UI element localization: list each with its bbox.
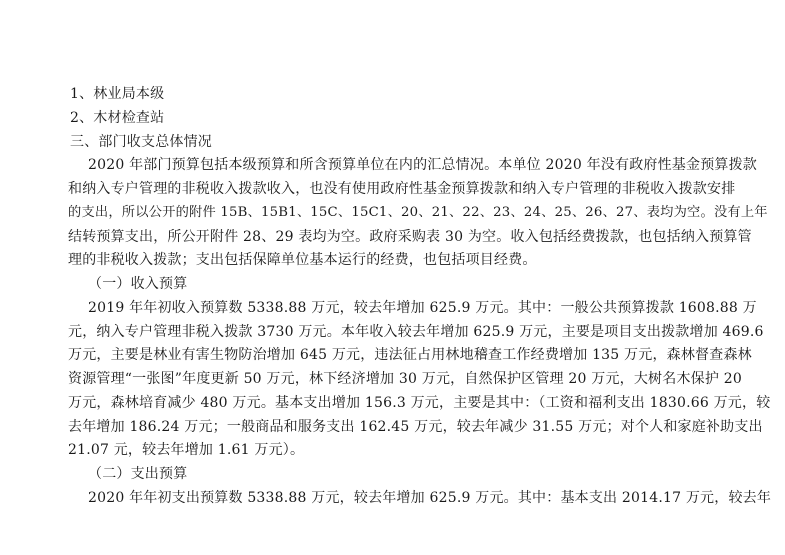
paragraph-line: 万元，主要是林业有害生物防治增加 645 万元，违法征占用林地稽查工作经费增加 135 万元，森林督查森林 <box>68 347 752 363</box>
subsection-heading-income-budget: （一）收入预算 <box>88 276 188 292</box>
paragraph-line: 理的非税收入拨款；支出包括保障单位基本运行的经费，也包括项目经费。 <box>68 252 537 268</box>
paragraph-line: 结转预算支出，所公开附件 28、29 表均为空。政府采购表 30 为空。收入包括经费拨款，也包括纳入预算管 <box>68 229 752 245</box>
paragraph-line: 2020 年部门预算包括本级预算和所含预算单位在内的汇总情况。本单位 2020 年没有政府性基金预算拨款 <box>88 157 758 173</box>
paragraph-line: 资源管理“一张图”年度更新 50 万元，林下经济增加 30 万元，自然保护区管理 20 万元，大树名木保护 20 <box>68 371 742 387</box>
paragraph-line: 2020 年年初支出预算数 5338.88 万元，较去年增加 625.9 万元。其中：基本支出 2014.17 万元，较去年 <box>88 490 772 506</box>
paragraph-line: 的支出，所以公开的附件 15B、15B1、15C、15C1、20、21、22、23、24、25、26、27、表均为空。没有上年 <box>68 205 768 220</box>
paragraph-line: 去年增加 186.24 万元；一般商品和服务支出 162.45 万元，较去年减少 31.55 万元；对个人和家庭补助支出 <box>68 419 763 435</box>
paragraph-line: 万元，森林培育减少 480 万元。基本支出增加 156.3 万元，主要是其中：（工资和福利支出 1830.66 万元，较 <box>68 395 771 411</box>
section-heading-budget-overview: 三、部门收支总体情况 <box>70 134 212 150</box>
paragraph-line: 和纳入专户管理的非税收入拨款收入，也没有使用政府性基金预算拨款和纳入专户管理的非税收入拨款安排 <box>68 181 736 197</box>
paragraph-line: 元，纳入专户管理非税入拨款 3730 万元。本年收入较去年增加 625.9 万元，主要是项目支出拨款增加 469.6 <box>68 324 764 340</box>
paragraph-line: 21.07 元，较去年增加 1.61 万元）。 <box>68 442 305 458</box>
subsection-heading-expenditure-budget: （二）支出预算 <box>88 466 188 482</box>
list-item-timber-inspection-station: 2、木材检查站 <box>70 110 165 126</box>
paragraph-line: 2019 年年初收入预算数 5338.88 万元，较去年增加 625.9 万元。其中：一般公共预算拨款 1608.88 万 <box>88 300 757 316</box>
list-item-forestry-bureau: 1、林业局本级 <box>70 86 165 102</box>
